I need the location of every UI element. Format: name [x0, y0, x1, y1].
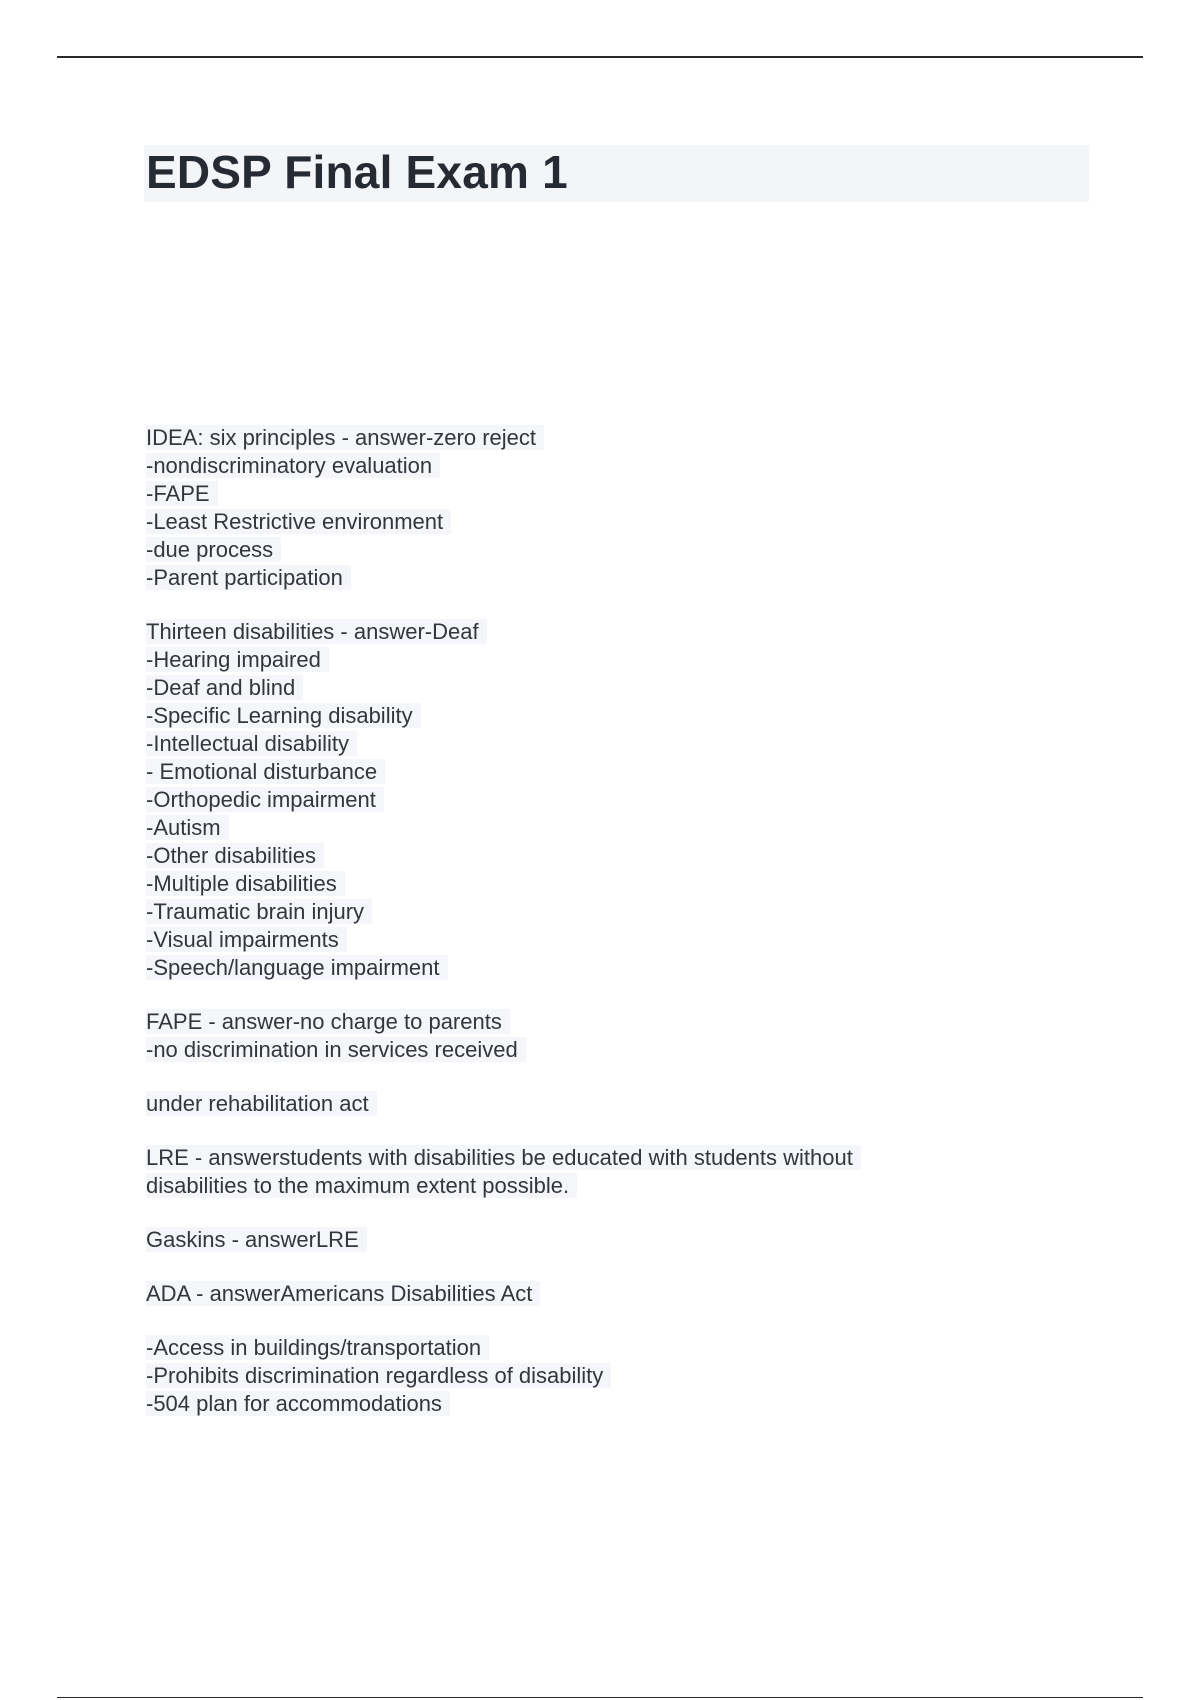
text-line: -Orthopedic impairment	[146, 786, 1046, 814]
text-line: -Hearing impaired	[146, 646, 1046, 674]
text-line: Thirteen disabilities - answer-Deaf	[146, 618, 1046, 646]
text-line: -FAPE	[146, 480, 1046, 508]
qa-block-ada-details	[146, 1334, 1046, 1418]
text-line: under rehabilitation act	[146, 1090, 1046, 1118]
text-line: -Traumatic brain injury	[146, 898, 1046, 926]
text-line: -Autism	[146, 814, 1046, 842]
text-line: -Speech/language impairment	[146, 954, 1046, 982]
text-line: IDEA: six principles - answer-zero reject	[146, 424, 1046, 452]
text-line: -Deaf and blind	[146, 674, 1046, 702]
text-line: disabilities to the maximum extent possible.	[146, 1172, 1046, 1200]
text-line: -Multiple disabilities	[146, 870, 1046, 898]
text-line: - Emotional disturbance	[146, 758, 1046, 786]
text-line: -due process	[146, 536, 1046, 564]
text-line: -Other disabilities	[146, 842, 1046, 870]
text-line: -Intellectual disability	[146, 730, 1046, 758]
qa-block-fape	[146, 1008, 1046, 1064]
text-line: -nondiscriminatory evaluation	[146, 452, 1046, 480]
text-line: -Least Restrictive environment	[146, 508, 1046, 536]
text-line: Gaskins - answerLRE	[146, 1226, 1046, 1254]
bottom-rule	[57, 1697, 1143, 1698]
page-title: EDSP Final Exam 1	[146, 146, 568, 198]
text-line: -Parent participation	[146, 564, 1046, 592]
text-line: LRE - answerstudents with disabilities be educated with students without	[146, 1144, 1046, 1172]
top-rule	[57, 56, 1143, 58]
text-line: -Access in buildings/transportation	[146, 1334, 1046, 1362]
text-line: ADA - answerAmericans Disabilities Act	[146, 1280, 1046, 1308]
text-line: FAPE - answer-no charge to parents	[146, 1008, 1046, 1036]
document-body	[146, 424, 1046, 1444]
qa-block-rehabilitation-act	[146, 1090, 1046, 1118]
text-line: -504 plan for accommodations	[146, 1390, 1046, 1418]
qa-block-lre	[146, 1144, 1046, 1200]
text-line: -Specific Learning disability	[146, 702, 1046, 730]
qa-block-ada	[146, 1280, 1046, 1308]
text-line: -Visual impairments	[146, 926, 1046, 954]
qa-block-thirteen-disabilities	[146, 618, 1046, 982]
text-line: -Prohibits discrimination regardless of disability	[146, 1362, 1046, 1390]
qa-block-idea	[146, 424, 1046, 592]
text-line: -no discrimination in services received	[146, 1036, 1046, 1064]
qa-block-gaskins	[146, 1226, 1046, 1254]
